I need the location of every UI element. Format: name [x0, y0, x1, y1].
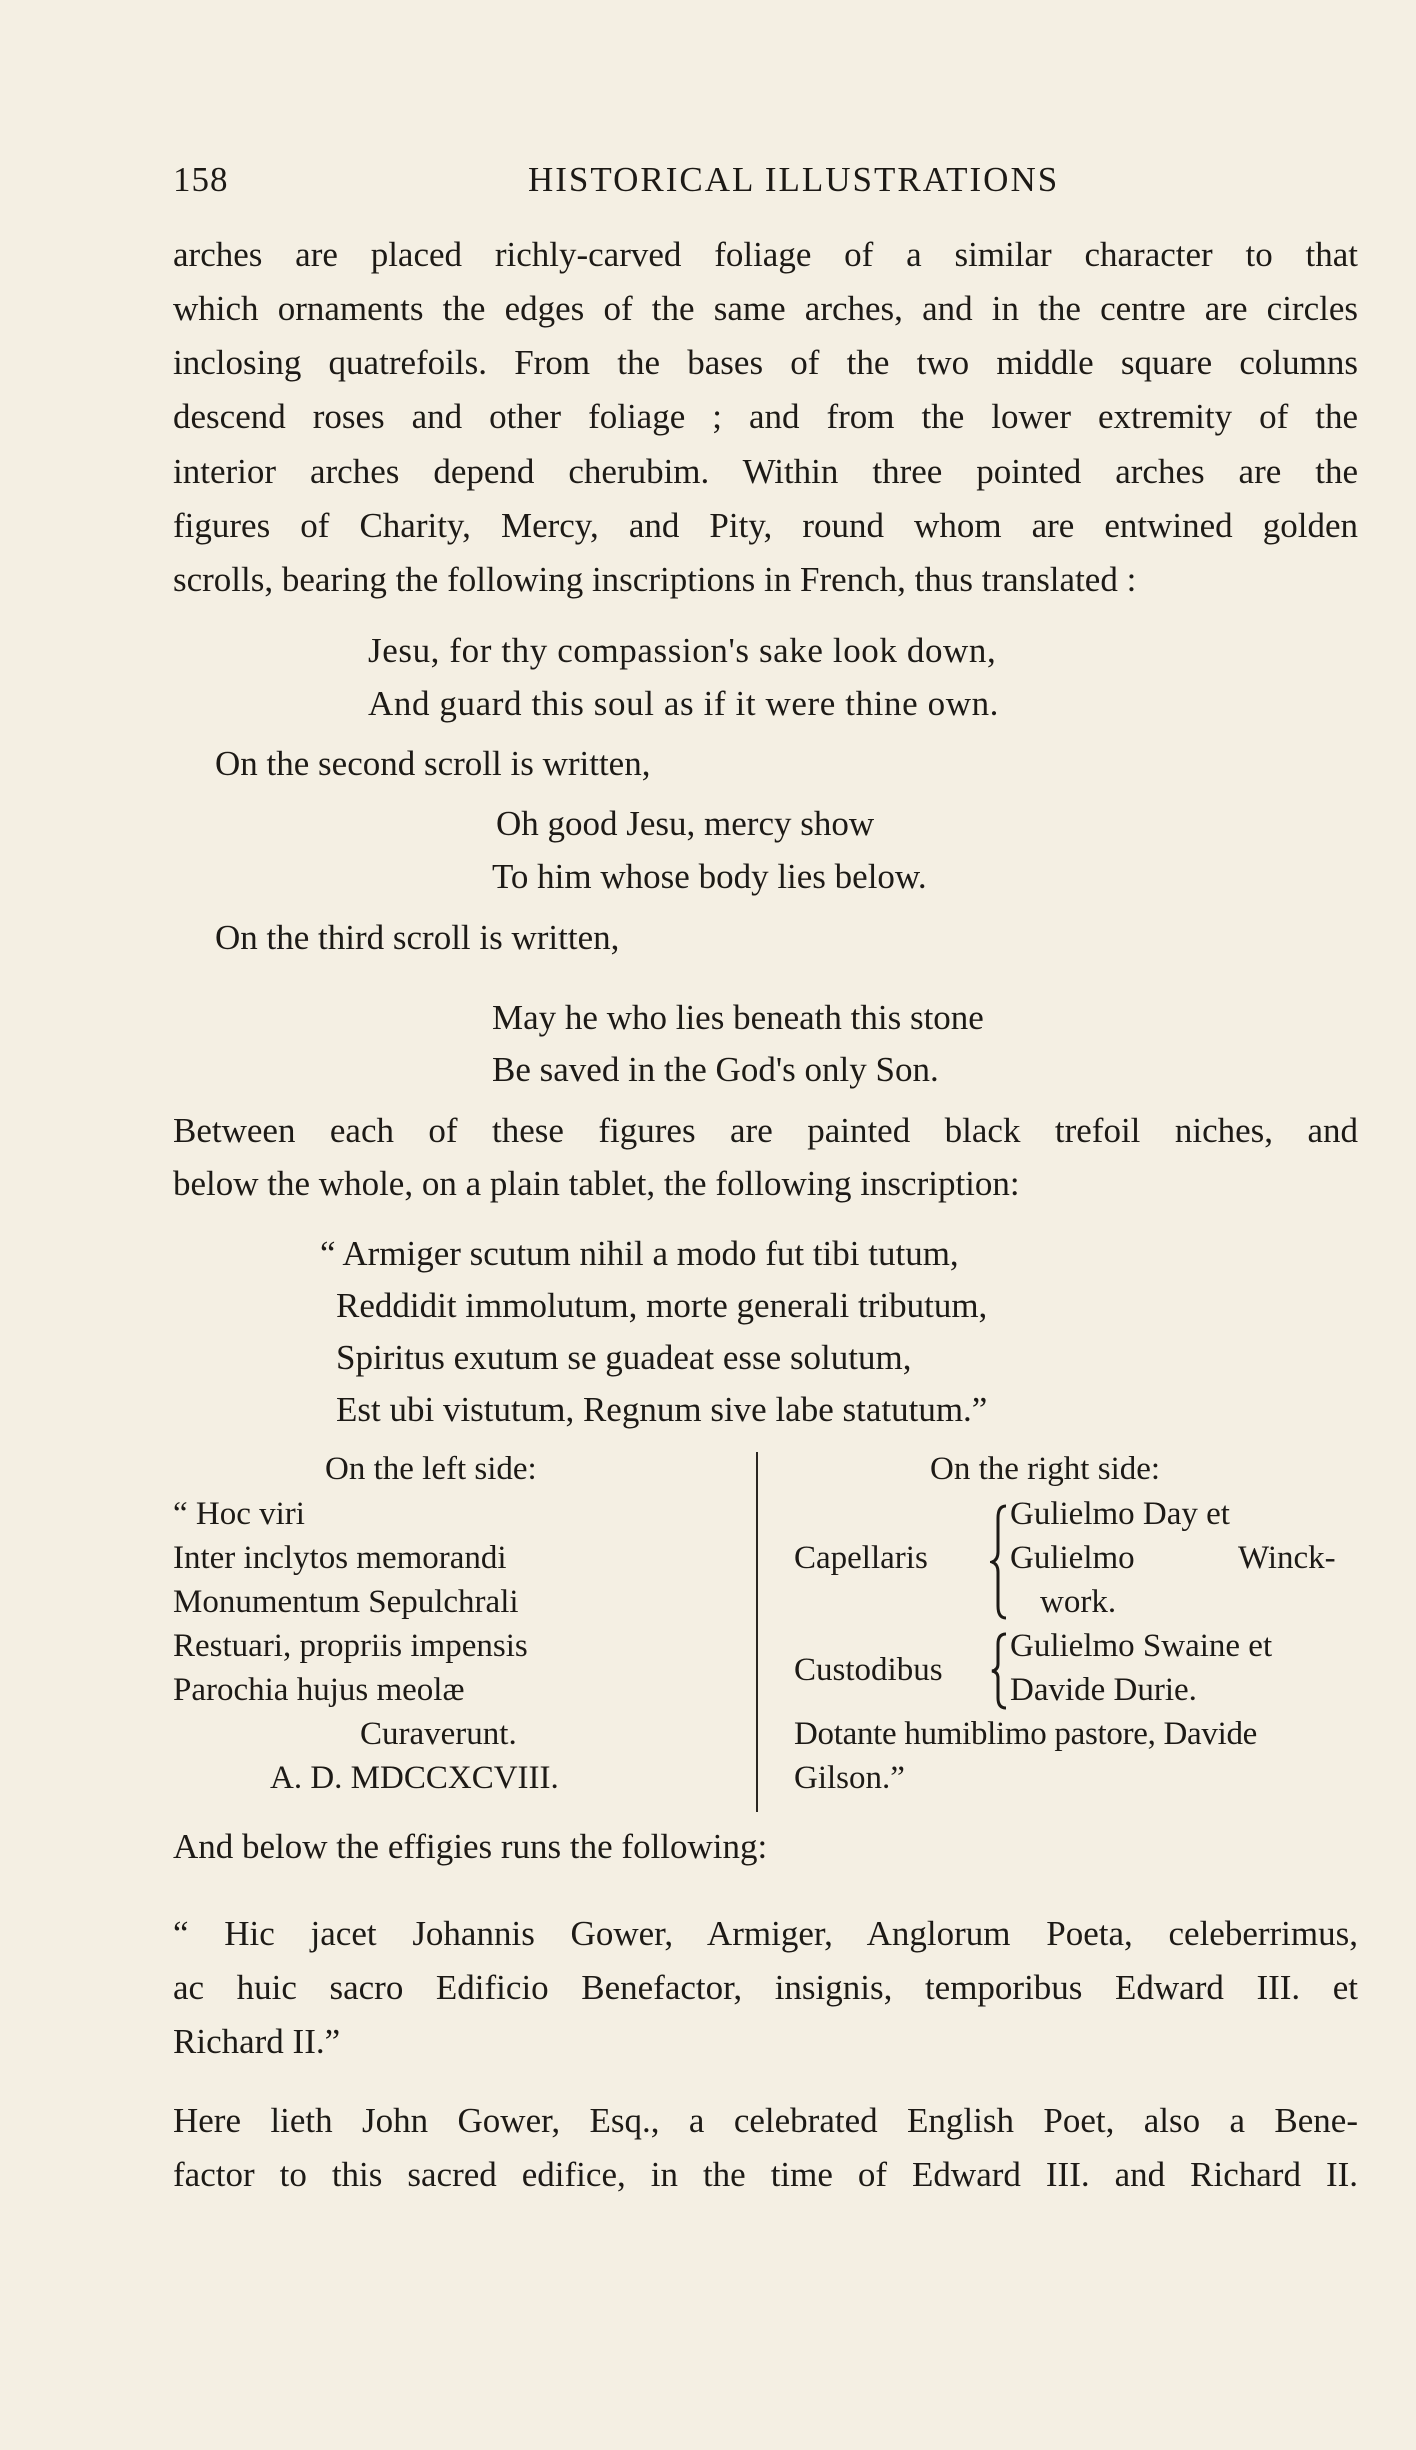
text-line: figures of Charity, Mercy, and Pity, round whom are entwined golden: [173, 506, 1358, 545]
dotante-line: Dotante humiblimo pastore, Davide: [794, 1716, 1257, 1752]
verse-line: Jesu, for thy compassion's sake look down,: [368, 631, 997, 670]
left-line: Restuari, propriis impensis: [173, 1628, 528, 1664]
text-line: descend roses and other foliage ; and from the lower extremity of the: [173, 397, 1358, 436]
capellaris-line: Gulielmo Day et: [1010, 1496, 1230, 1532]
verse-line: Oh good Jesu, mercy show: [496, 804, 875, 843]
right-heading: On the right side:: [930, 1451, 1161, 1487]
capellaris-line: work.: [1040, 1584, 1117, 1620]
third-scroll-intro: On the third scroll is written,: [215, 918, 620, 957]
left-line: Monumentum Sepulchrali: [173, 1584, 519, 1620]
capellaris-label: Capellaris: [794, 1540, 928, 1576]
capellaris-line: Gulielmo: [1010, 1540, 1135, 1576]
verse-line: To him whose body lies below.: [492, 857, 927, 896]
page-number: 158: [173, 160, 229, 199]
text-line: Here lieth John Gower, Esq., a celebrated English Poet, also a Bene-: [173, 2101, 1358, 2140]
brace-icon: [990, 1502, 1010, 1622]
capellaris-line: Winck-: [1238, 1540, 1336, 1576]
custodibus-line: Gulielmo Swaine et: [1010, 1628, 1273, 1664]
text-line: which ornaments the edges of the same arches, and in the centre are circles: [173, 289, 1358, 328]
inscription-line: “ Armiger scutum nihil a modo fut tibi tutum,: [320, 1234, 959, 1273]
left-line: “ Hoc viri: [173, 1496, 305, 1532]
column-divider: [756, 1452, 758, 1812]
text-line: ac huic sacro Edificio Benefactor, insignis, temporibus Edward III. et: [173, 1968, 1358, 2007]
text-line: arches are placed richly-carved foliage of a similar character to that: [173, 235, 1358, 274]
text-line: below the whole, on a plain tablet, the following inscription:: [173, 1164, 1020, 1203]
left-closing: Curaverunt.: [360, 1716, 517, 1752]
effigies-intro: And below the effigies runs the following:: [173, 1827, 768, 1866]
text-line: scrolls, bearing the following inscriptions in French, thus translated :: [173, 560, 1137, 599]
inscription-line: Spiritus exutum se guadeat esse solutum,: [336, 1338, 912, 1377]
gilson-line: Gilson.”: [794, 1760, 905, 1796]
inscription-line: Reddidit immolutum, morte generali tributum,: [336, 1286, 988, 1325]
left-line: Inter inclytos memorandi: [173, 1540, 507, 1576]
text-line: interior arches depend cherubim. Within three pointed arches are the: [173, 452, 1358, 491]
text-line: “ Hic jacet Johannis Gower, Armiger, Anglorum Poeta, celeberrimus,: [173, 1914, 1358, 1953]
text-line: Richard II.”: [173, 2022, 341, 2061]
text-line: Between each of these figures are painted black trefoil niches, and: [173, 1111, 1358, 1150]
left-line: Parochia hujus meolæ: [173, 1672, 465, 1708]
custodibus-label: Custodibus: [794, 1652, 943, 1688]
running-title: HISTORICAL ILLUSTRATIONS: [528, 160, 1060, 199]
brace-icon: [990, 1630, 1010, 1712]
second-scroll-intro: On the second scroll is written,: [215, 744, 651, 783]
left-date: A. D. MDCCXCVIII.: [270, 1760, 559, 1796]
text-line: factor to this sacred edifice, in the time of Edward III. and Richard II.: [173, 2155, 1358, 2194]
text-line: inclosing quatrefoils. From the bases of the two middle square columns: [173, 343, 1358, 382]
verse-line: Be saved in the God's only Son.: [492, 1050, 939, 1089]
inscription-line: Est ubi vistutum, Regnum sive labe statutum.”: [336, 1390, 988, 1429]
custodibus-line: Davide Durie.: [1010, 1672, 1197, 1708]
left-heading: On the left side:: [325, 1451, 537, 1487]
running-header: [173, 160, 1358, 216]
verse-line: And guard this soul as if it were thine own.: [368, 684, 1000, 723]
verse-line: May he who lies beneath this stone: [492, 998, 984, 1037]
